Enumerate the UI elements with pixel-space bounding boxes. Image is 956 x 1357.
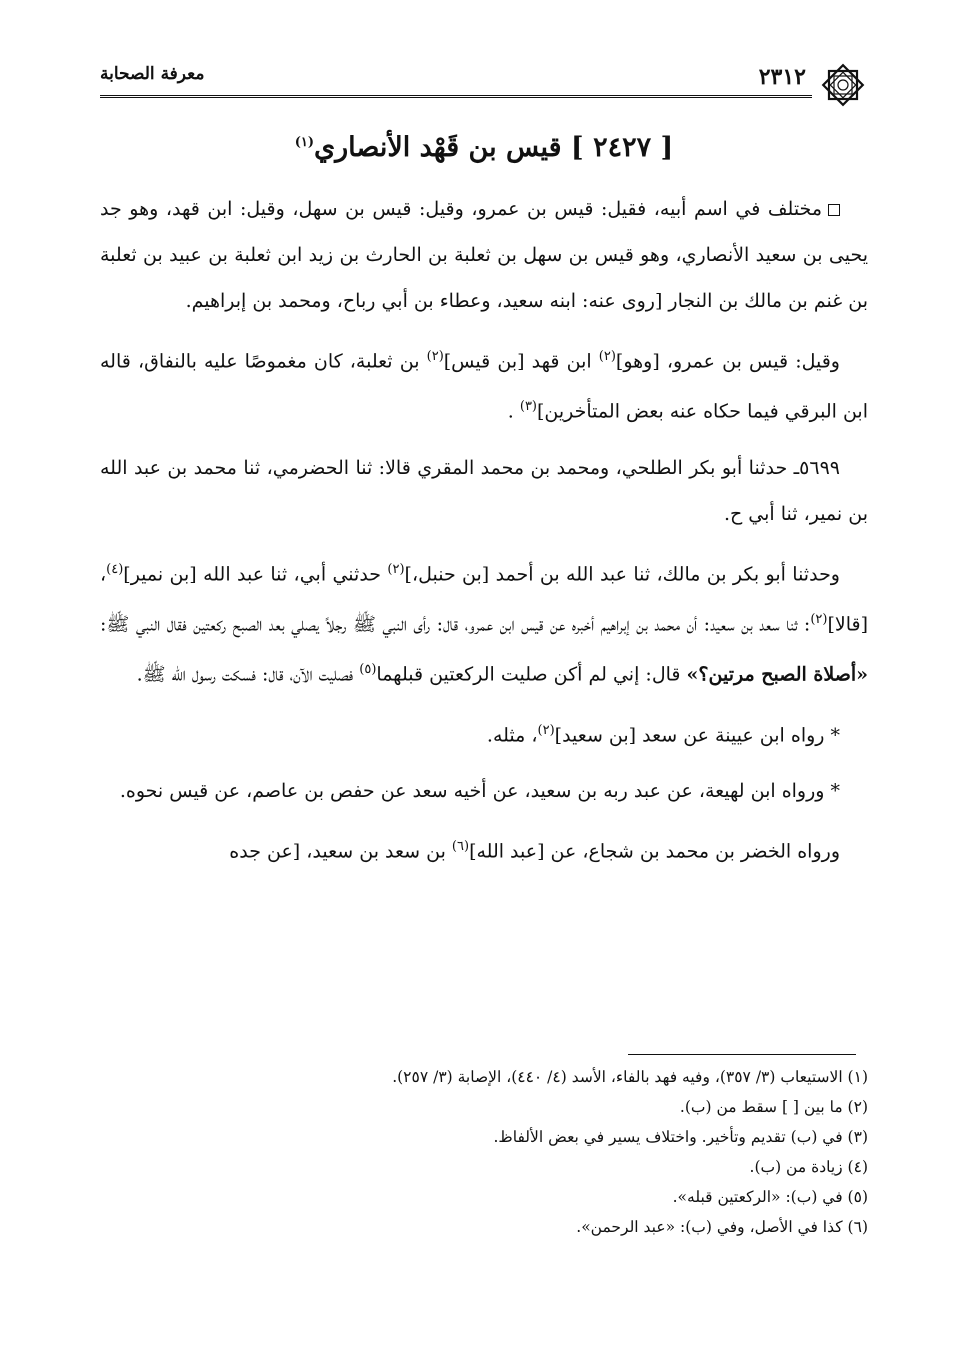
footnote-ref: (١) (294, 135, 314, 150)
entry-title (100, 132, 868, 163)
footnote-6: (٦) كذا في الأصل، وفي (ب): «عبد الرحمن». (576, 1218, 868, 1236)
entry-name: قيس بن قَهْد الأنصاري (314, 132, 562, 163)
star-ornament-icon (818, 60, 868, 110)
paragraph-6: * ورواه ابن لهيعة، عن عبد ربه بن سعيد، عن أخيه سعد عن حفص بن عاصم، عن قيس نحوه. (119, 779, 840, 802)
footnote-5: (٥) في (ب): «الركعتين قبله». (672, 1188, 868, 1206)
running-header (100, 52, 868, 100)
footnote-ref: (٥) (359, 662, 377, 678)
footnote-ref: (٣) (519, 399, 537, 415)
entry-number: [ ٢٤٢٧ ] (570, 132, 674, 163)
page-number: ٢٣١٢ (758, 64, 806, 90)
footnote-3: (٣) في (ب) تقديم وتأخير. واختلاف يسير في بعض الألفاظ. (493, 1128, 868, 1146)
paragraph-1: مختلف في اسم أبيه، فقيل: قيس بن عمرو، وقيل: قيس بن سهل، وقيل: ابن قهد، وهو جد يحيى بن سعيد الأنصاري، وهو قيس بن سهل بن ثعلبة بن الحارث بن زيد ابن ثعلبة بن عبيد بن ثعلبة بن غنم بن مالك بن النجار [روى عنه: ابنه سعيد، وعطاء بن أبي رباح، ومحمد بن إبراهيم. (100, 198, 868, 312)
footnote-ref: (٢) (387, 561, 405, 577)
footnote-ref: (٤) (106, 561, 124, 577)
footnote-ref: (٢) (537, 722, 555, 738)
footnote-4: (٤) زيادة من (ب). (749, 1158, 868, 1176)
hadith-quote: «أصلاة الصبح مرتين؟» (686, 663, 868, 686)
paragraph-4: وحدثنا أبو بكر بن مالك، ثنا عبد الله بن أحمد [بن حنبل،]$^{(٢)}$ حدثني أبي، ثنا عبد الله [بن نمير]$^{(٤)}$، [قالا]$^{(٢)}$: ثنا سعد بن سعيد: أن محمد بن إبراهيم أخبره عن قيس ابن عمرو، قال: رأى النبي ﷺ رجلاً يصلي بعد الصبح ركعتين فقال النبي ﷺ: «أصلاة الصبح مرتين؟» قال: إني لم أكن صليت الركعتين قبلهما$^{(٥)}$ فصليت الآن، قال: فسكت رسول الله ﷺ. (100, 561, 868, 686)
footnotes (100, 1062, 868, 1242)
footnote-ref: (٢) (598, 349, 616, 364)
square-marker-icon (828, 204, 840, 216)
footnote-2: (٢) ما بين [ ] سقط من (ب). (679, 1098, 868, 1116)
paragraph-2: وقيل: قيس بن عمرو، [وهو]$^{(٢)}$ ابن قهد [بن قيس]$^{(٢)}$ بن ثعلبة، كان مغموصًا عليه بالنفاق، قاله ابن البرقي فيما حكاه عنه بعض المتأخرين]$^{(٣)}$ . (100, 349, 868, 423)
book-title: معرفة الصحابة (100, 64, 205, 84)
footnote-rule (628, 1054, 856, 1055)
body-text (100, 186, 868, 884)
footnote-ref: (٢) (810, 611, 828, 627)
paragraph-3: ٥٦٩٩ـ حدثنا أبو بكر الطلحي، ومحمد بن محمد المقري قالا: ثنا الحضرمي، ثنا محمد بن عبد الله بن نمير، ثنا أبي ح. (100, 456, 868, 525)
footnote-1: (١) الاستيعاب (٣/ ٣٥٧)، وفيه فهد بالفاء، الأسد (٤/ ٤٤٠)، الإصابة (٣/ ٢٥٧). (392, 1068, 868, 1086)
footnote-ref: (٦) (451, 838, 470, 854)
paragraph-7: ورواه الخضر بن محمد بن شجاع، عن [عبد الله]$^{(٦)}$ بن سعد بن سعيد، [عن جده (229, 838, 840, 863)
paragraph-5: * رواه ابن عيينة عن سعد [بن سعيد]$^{(٢)}$، مثله. (486, 722, 840, 746)
header-rule (100, 95, 812, 98)
footnote-ref: (٢) (426, 349, 444, 364)
